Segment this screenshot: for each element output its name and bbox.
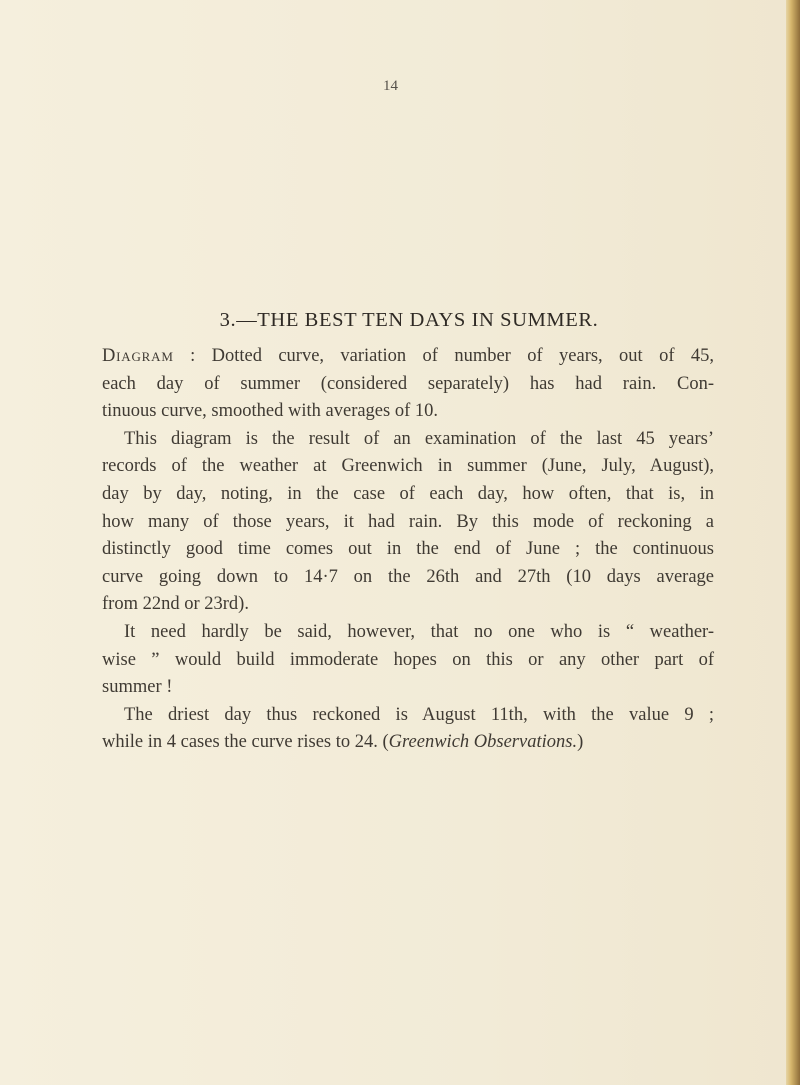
- driest-line-2: while in 4 cases the curve rises to 24. (: [102, 732, 389, 753]
- examination-line-2: records of the weather at Greenwich in summer (June, July, August),: [102, 456, 714, 477]
- diagram-line-1: : Dotted curve, variation of number of years, out of 45,: [173, 346, 714, 366]
- examination-line-5: distinctly good time comes out in the end of June ; the continuous: [102, 539, 714, 560]
- diagram-lead: Diagram: [102, 346, 174, 366]
- examination-line-4: how many of those years, it had rain. By this mode of reckoning a: [102, 511, 714, 532]
- body-text: [102, 343, 714, 757]
- diagram-line-2: each day of summer (considered separately) has had rain. Con-: [102, 373, 714, 394]
- examination-line-6: curve going down to 14·7 on the 26th and 27th (10 days average: [102, 566, 714, 587]
- paragraph-diagram-line: [102, 343, 714, 371]
- weather-wise-line-3: summer !: [102, 677, 173, 698]
- section-heading: 3.—THE BEST TEN DAYS IN SUMMER.: [219, 309, 599, 331]
- examination-line-1: This diagram is the result of an examination of the last 45 years’: [124, 428, 714, 449]
- examination-line-7: from 22nd or 23rd).: [102, 594, 249, 615]
- page-edge: [786, 0, 800, 1085]
- examination-line-3: day by day, noting, in the case of each day, how often, that is, in: [102, 483, 714, 504]
- driest-line-2-container: [102, 729, 714, 757]
- weather-wise-line-2: wise ” would build immoderate hopes on this or any other part of: [102, 649, 714, 670]
- source-citation: Greenwich Observations.: [388, 732, 578, 753]
- page-number: 14: [383, 78, 398, 94]
- weather-wise-line-1: It need hardly be said, however, that no one who is “ weather-: [124, 621, 714, 642]
- driest-line-1: The driest day thus reckoned is August 11th, with the value 9 ;: [124, 704, 714, 725]
- diagram-line-3: tinuous curve, smoothed with averages of 10.: [102, 401, 439, 422]
- citation-close: ): [577, 732, 584, 753]
